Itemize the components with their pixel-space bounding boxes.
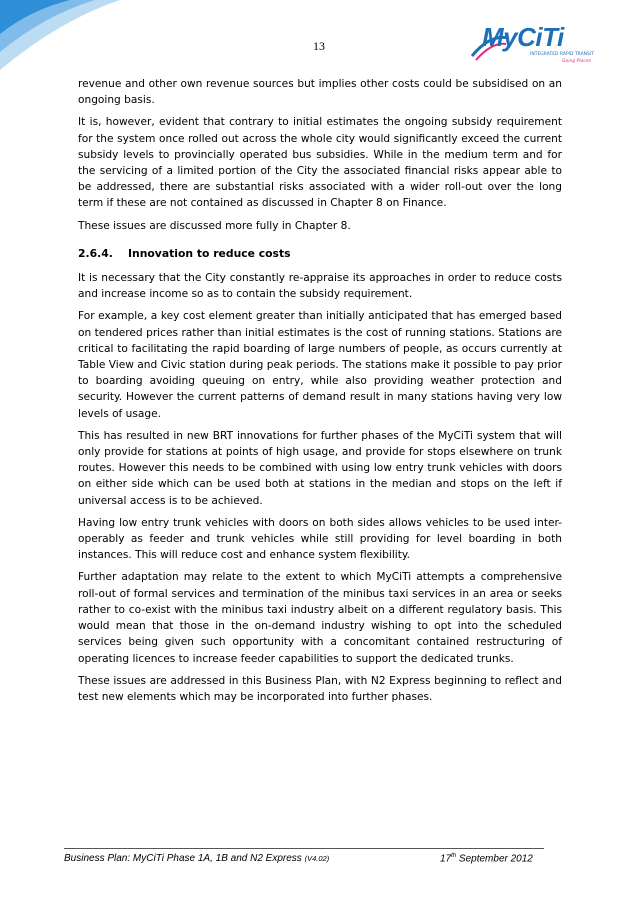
paragraph: It is necessary that the City constantly re-appraise its approaches in order to reduce costs and increase income so as to contain the subsidy requirement. bbox=[78, 272, 562, 301]
logo-slogan: Going Places bbox=[562, 59, 591, 64]
footer-divider bbox=[64, 848, 544, 849]
footer-date: 17th September 2012 bbox=[440, 853, 533, 865]
section-title: Innovation to reduce costs bbox=[128, 246, 291, 260]
paragraph: For example, a key cost element greater than initially anticipated that has emerged based on tendered prices rather than initial estimates is the cost of running stations. Stations are critical to facilitating the rapid boarding of large numbers of people, as occurs currently at Table View and Civic station during peak periods. The stations make it possible to pay prior to boarding avoiding queuing on entry, while also providing weather protection and security. However the current patterns of demand result in many stations having very low levels of usage. bbox=[78, 310, 562, 420]
paragraph: Further adaptation may relate to the extent to which MyCiTi attempts a comprehensive roll-out of formal services and termination of the minibus taxi services in an area or seeks rather to co-exist with the minibus taxi industry albeit on a different regulatory basis. This would mean that those in the on-demand industry wishing to opt into the scheduled services being given such opportunity with a concomitant contained restructuring of operating licences to increase feeder capabilities to support the dedicated trunks. bbox=[78, 571, 562, 665]
document-body bbox=[78, 76, 562, 711]
footer-title: Business Plan: MyCiTi Phase 1A, 1B and N2 Express (V4.02) bbox=[64, 853, 330, 864]
section-number: 2.6.4. bbox=[78, 246, 113, 260]
logo-wordmark: MyCiTi bbox=[482, 22, 564, 52]
paragraph: This has resulted in new BRT innovations for further phases of the MyCiTi system that will only provide for stations at points of high usage, and provide for stops elsewhere on trunk routes. However this needs to be combined with using low entry trunk vehicles with doors on either side which can be used both at stations in the median and stops on the left if universal access is to be achieved. bbox=[78, 429, 562, 507]
paragraph: Having low entry trunk vehicles with doors on both sides allows vehicles to be used inter-operably as feeder and trunk vehicles while still providing for level boarding in both instances. This will reduce cost and enhance system flexibility. bbox=[78, 516, 562, 562]
paragraph: It is, however, evident that contrary to initial estimates the ongoing subsidy requirement for the system once rolled out across the whole city would significantly exceed the current subsidy levels to provincially operated bus subsidies. While in the medium term and for the servicing of a limited portion of the City the associated financial risks appear able to be addressed, there are substantial risks associated with a wider roll-out over the long term if these are not contained as discussed in Chapter 8 on Finance. bbox=[78, 116, 562, 210]
paragraph: These issues are addressed in this Business Plan, with N2 Express beginning to reflect and test new elements which may be incorporated into further phases. bbox=[78, 674, 562, 703]
myciti-logo bbox=[470, 22, 620, 74]
footer-version: (V4.02) bbox=[304, 854, 330, 863]
logo-tagline: INTEGRATED RAPID TRANSIT bbox=[530, 52, 594, 57]
page-number: 13 bbox=[313, 39, 325, 53]
paragraph: revenue and other own revenue sources but implies other costs could be subsidised on an ongoing basis. bbox=[78, 78, 562, 107]
paragraph: These issues are discussed more fully in Chapter 8. bbox=[78, 219, 351, 232]
section-heading bbox=[78, 246, 562, 262]
